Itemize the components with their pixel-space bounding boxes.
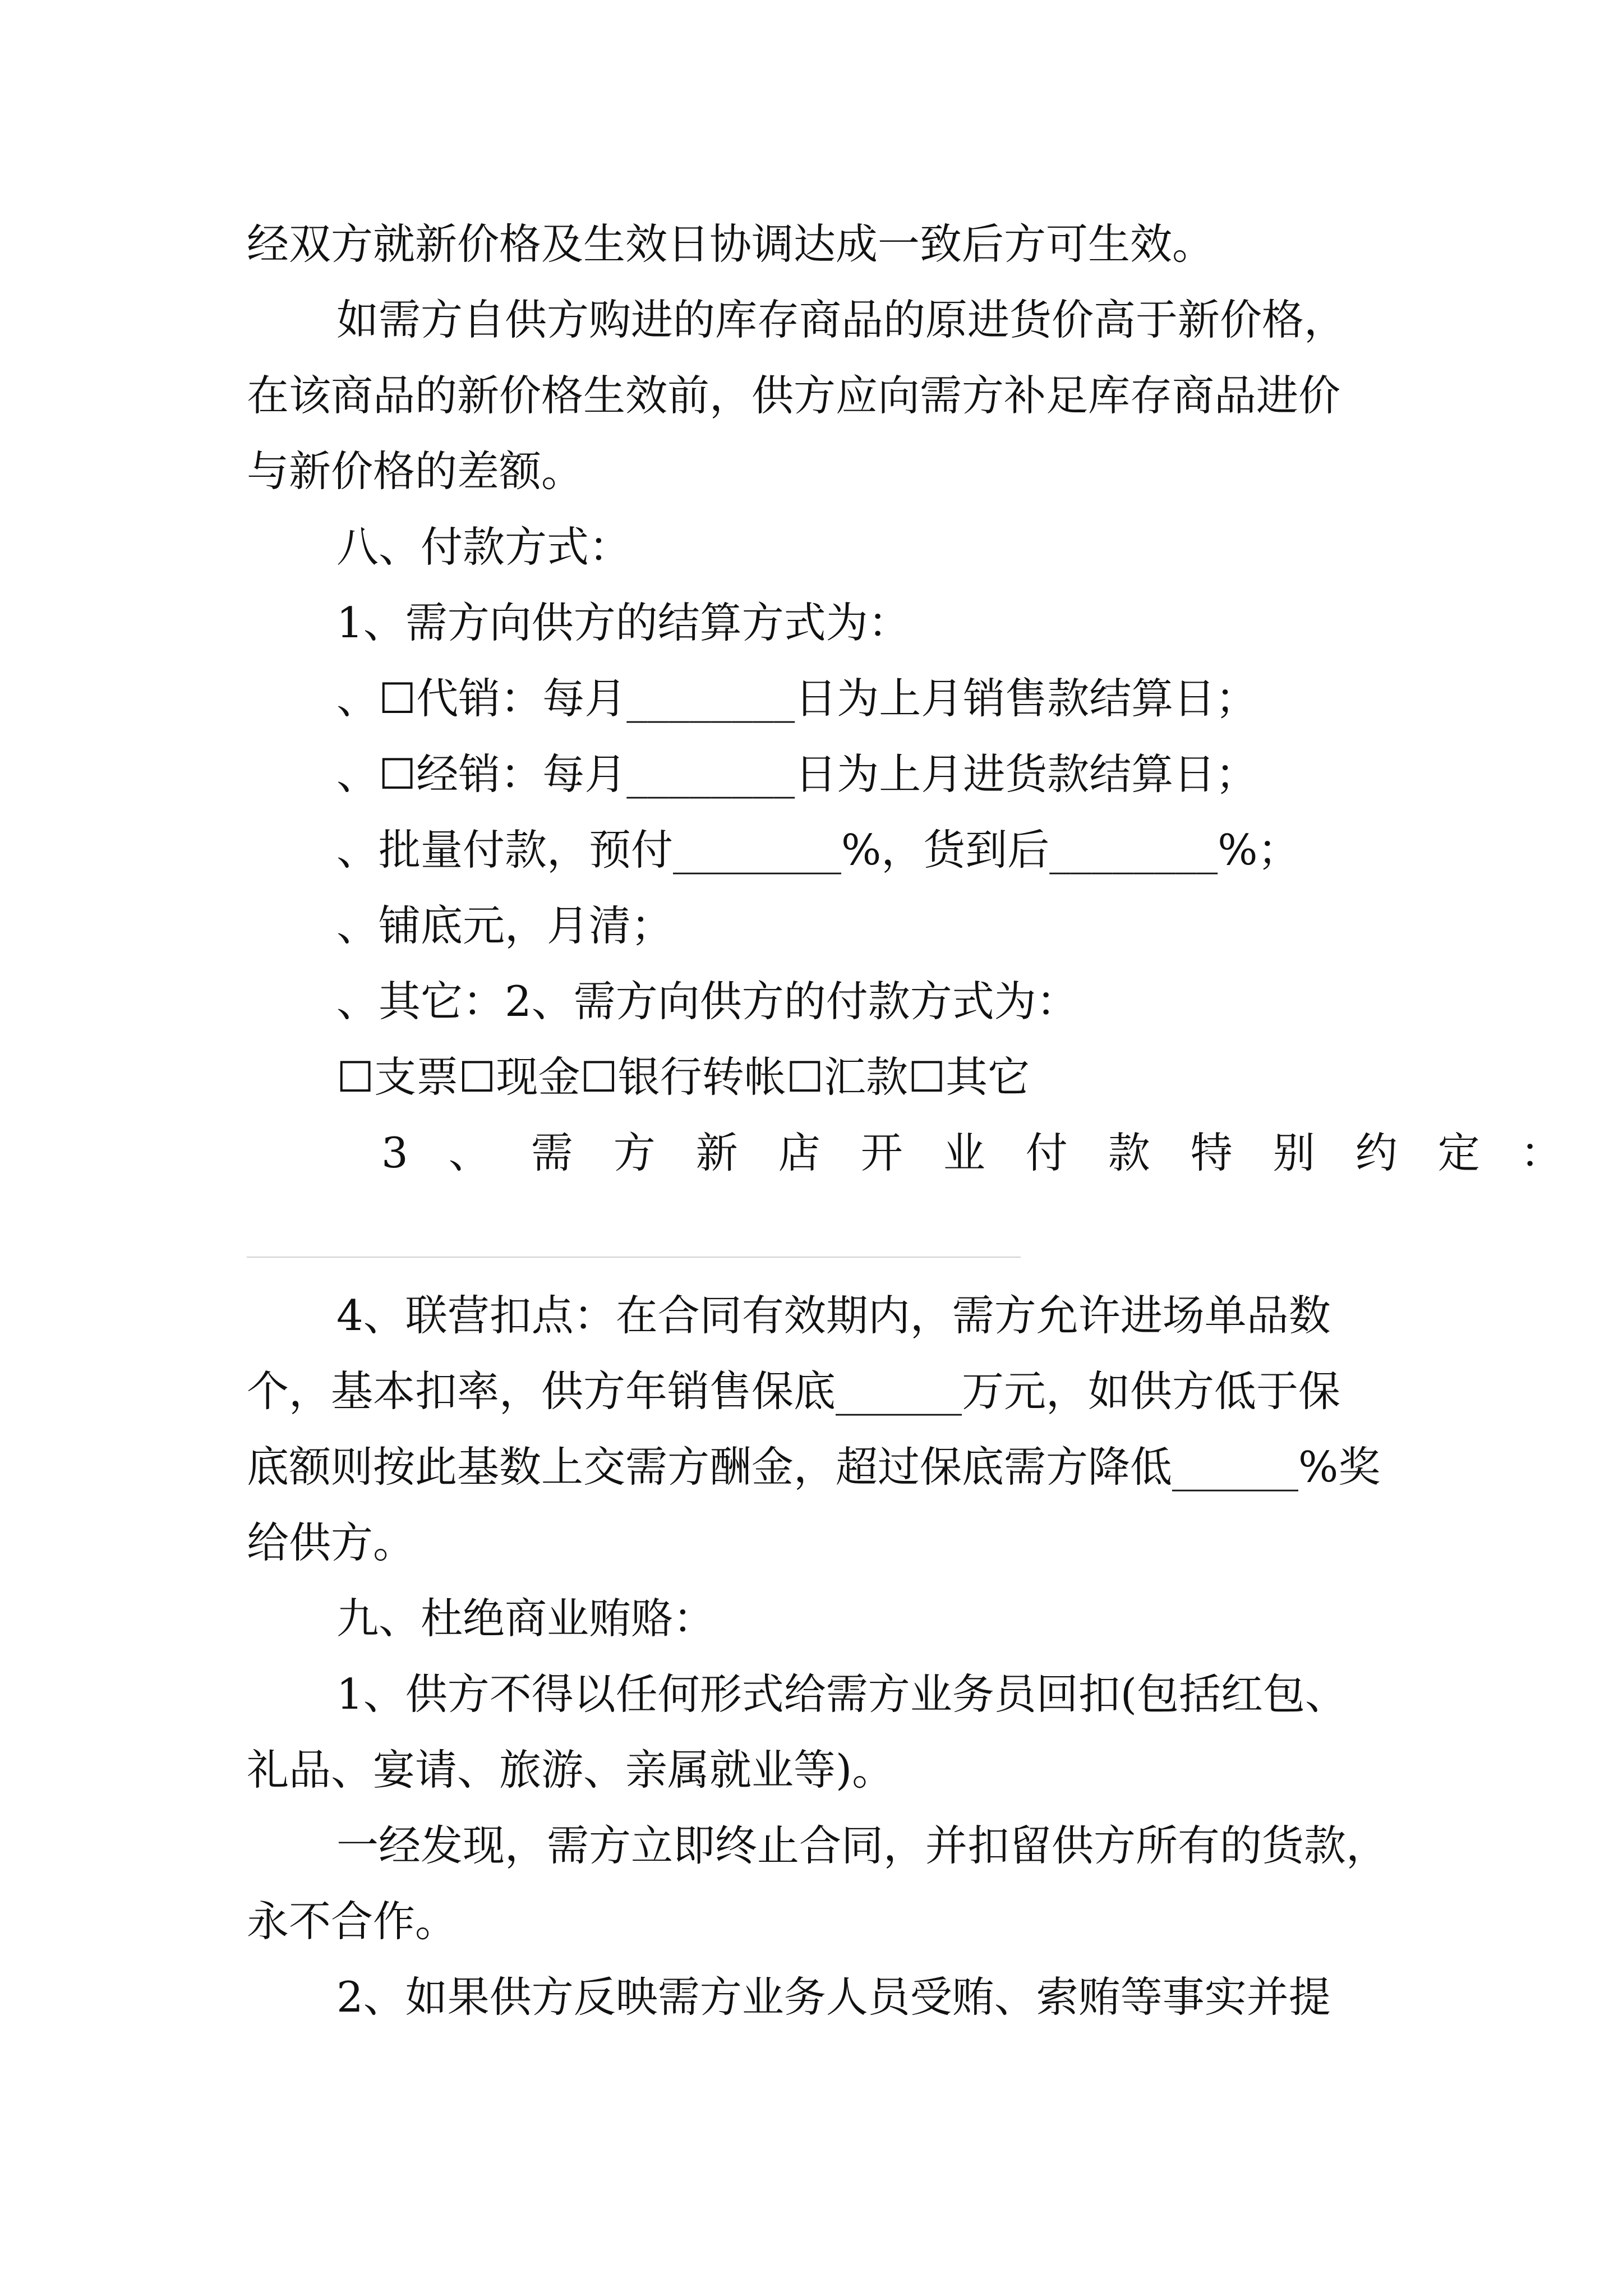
- section-heading-payment: 八、付款方式：: [336, 522, 631, 572]
- paragraph-line: 4、联营扣点：在合同有效期内，需方允许进场单品数: [336, 1291, 1331, 1340]
- document-page: [247, 0, 1603, 2296]
- option-batch-payment: 、批量付款，预付________%，货到后________%；: [336, 825, 1300, 875]
- option-consignment: 、☐代销：每月________日为上月销售款结算日；: [336, 674, 1258, 723]
- paragraph-line: 给供方。: [247, 1518, 416, 1567]
- option-base-stock: 、铺底元，月清；: [336, 901, 674, 950]
- paragraph-line: 底额则按此基数上交需方酬金，超过保底需方降低______%奖: [247, 1442, 1381, 1492]
- paragraph-line: 礼品、宴请、旅游、亲属就业等)。: [247, 1745, 895, 1795]
- paragraph-line: 个，基本扣率，供方年销售保底______万元，如供方低于保: [247, 1366, 1341, 1416]
- paragraph-line: 如需方自供方购进的库存商品的原进货价高于新价格，: [336, 295, 1347, 344]
- paragraph-line: 1、供方不得以任何形式给需方业务员回扣(包括红包、: [336, 1669, 1347, 1719]
- paragraph-line: 1、需方向供方的结算方式为：: [336, 598, 910, 647]
- paragraph-line: 一经发现，需方立即终止合同，并扣留供方所有的货款，: [336, 1821, 1389, 1870]
- paragraph-line: 永不合作。: [247, 1897, 458, 1946]
- option-distribution: 、☐经销：每月________日为上月进货款结算日；: [336, 749, 1258, 799]
- section-heading-bribery: 九、杜绝商业贿赂：: [336, 1594, 716, 1643]
- paragraph-line: 在该商品的新价格生效前，供方应向需方补足库存商品进价: [247, 371, 1341, 420]
- option-other: 、其它：2、需方向供方的付款方式为：: [336, 977, 1078, 1026]
- fill-in-blank-rule: [247, 1257, 1021, 1258]
- paragraph-line: 与新价格的差额。: [247, 447, 584, 496]
- paragraph-line: 经双方就新价格及生效日协调达成一致后方可生效。: [247, 219, 1215, 269]
- new-store-payment-clause: 3、需方新店开业付款特别约定：: [381, 1128, 1603, 1177]
- payment-method-options: ☐支票☐现金☐银行转帐☐汇款☐其它: [336, 1052, 1030, 1102]
- paragraph-line: 2、如果供方反映需方业务人员受贿、索贿等事实并提: [336, 1972, 1331, 2022]
